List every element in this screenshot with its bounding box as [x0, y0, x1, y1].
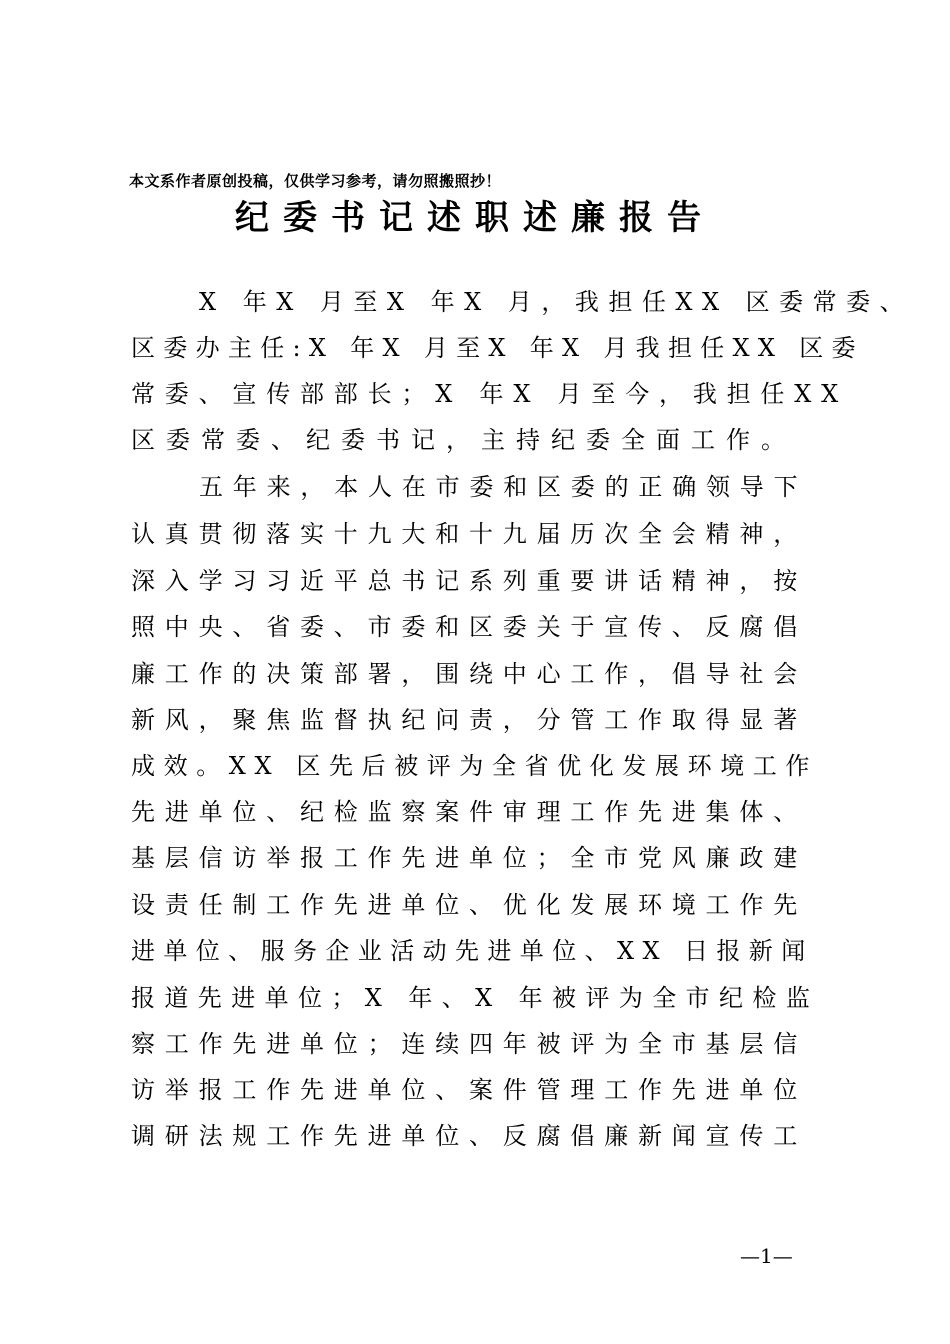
copyright-notice: 本文系作者原创投稿，仅供学习参考，请勿照搬照抄！ [129, 172, 502, 190]
body-line: 照中央、省委、市委和区委关于宣传、反腐倡 [131, 613, 807, 641]
body-line: 区委办主任:X 年X 月至X 年X 月我担任XX 区委 [131, 334, 864, 362]
body-line: 成效。XX 区先后被评为全省优化发展环境工作 [131, 752, 818, 780]
body-line: 认真贯彻落实十九大和十九届历次全会精神， [131, 520, 807, 548]
body-line: 深入学习习近平总书记系列重要讲话精神，按 [131, 567, 807, 595]
body-line: 报道先进单位；X 年、X 年被评为全市纪检监 [131, 984, 820, 1012]
body-line: 五年来，本人在市委和区委的正确领导下 [199, 473, 808, 501]
body-line: 访举报工作先进单位、案件管理工作先进单位 [131, 1076, 807, 1104]
body-line: 区委常委、纪委书记，主持纪委全面工作。 [131, 426, 796, 454]
body-line: 新风，聚焦监督执纪问责，分管工作取得显著 [131, 706, 807, 734]
body-line: 常委、宣传部部长；X 年X 月至今，我担任XX [131, 380, 848, 408]
body-line: 察工作先进单位；连续四年被评为全市基层信 [131, 1030, 807, 1058]
body-line: 调研法规工作先进单位、反腐倡廉新闻宣传工 [131, 1122, 807, 1150]
body-line: 设责任制工作先进单位、优化发展环境工作先 [131, 891, 807, 919]
body-line: 先进单位、纪检监察案件审理工作先进集体、 [131, 798, 807, 826]
body-line: 进单位、服务企业活动先进单位、XX 日报新闻 [131, 937, 814, 965]
body-line: 基层信访举报工作先进单位；全市党风廉政建 [131, 844, 807, 872]
document-title: 纪委书记述职述廉报告 [235, 198, 715, 238]
body-line: X 年X 月至X 年X 月，我担任XX 区委常委、 [199, 288, 914, 316]
body-line: 廉工作的决策部署，围绕中心工作，倡导社会 [131, 660, 807, 688]
page-number: —1— [740, 1244, 793, 1268]
